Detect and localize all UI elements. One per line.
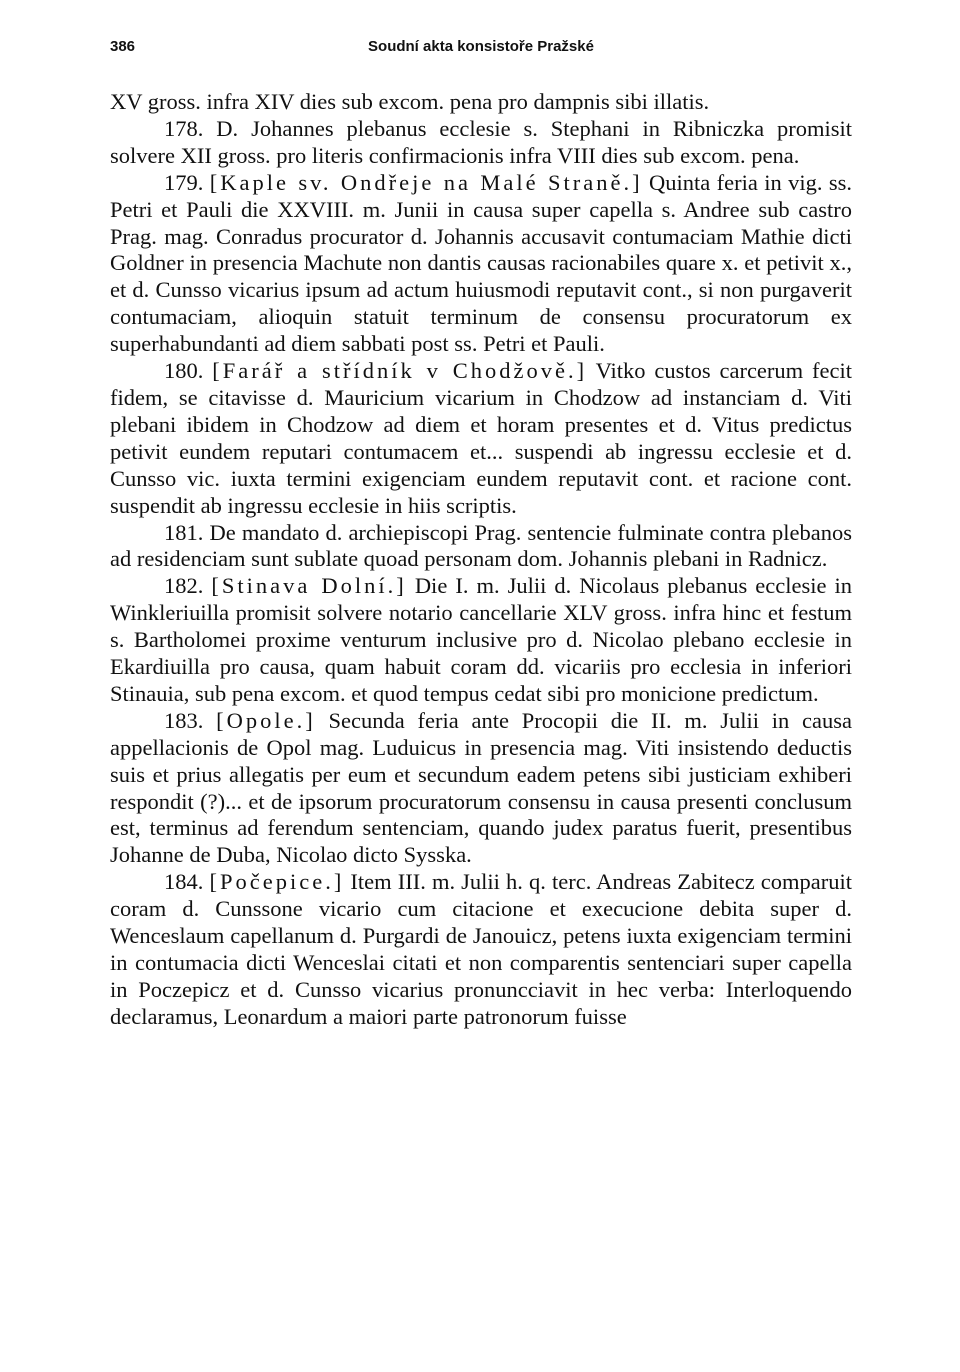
entry-179 xyxy=(110,170,852,358)
entry-180 xyxy=(110,358,852,519)
entry-178 xyxy=(110,116,852,170)
entry-text: D. Johannes plebanus ecclesie s. Stephani in Ribniczka promisit solvere XII gross. pro literis confirmacionis infra VIII dies sub excom. pena. xyxy=(110,115,852,168)
entry-181 xyxy=(110,520,852,574)
entry-number: 183. xyxy=(164,707,204,733)
body-text xyxy=(110,89,852,1031)
entry-number: 178. xyxy=(164,115,204,141)
entry-text: XV gross. infra XIV dies sub excom. pena pro dampnis sibi illatis. xyxy=(110,89,710,114)
entry-number: 181. xyxy=(164,519,204,545)
entry-number: 180. xyxy=(164,358,204,384)
entry-text: Quinta feria in vig. ss. Petri et Pauli die XXVIII. m. Junii in causa super capella s. Andree sub castro Prag. mag. Conradus procurator d. Johannis accusavit contumaciam Mathie dicti Goldner in presencia Machute non dantis causas racionabiles quare x. et petivit x., et d. Cunsso vicarius ipsum ad actum huiusmodi reputavit cont., si non purgaverit contumaciam, alioquin statuit terminum de consensu procuratorum ex superhabundanti ad diem sabbati post ss. Petri et Pauli. xyxy=(110,169,853,357)
place-heading: [Počepice.] xyxy=(209,869,345,895)
entry-number: 179. xyxy=(164,169,204,195)
entry-number: 184. xyxy=(164,869,204,895)
entry-text: De mandato d. archiepiscopi Prag. sentencie fulminate contra plebanos ad residenciam sunt sublate quoad personam dom. Johannis plebani in Radnicz. xyxy=(110,519,852,572)
running-title: Soudní akta konsistoře Pražské xyxy=(368,38,594,55)
entry-184 xyxy=(110,869,852,1030)
place-heading: [Kaple sv. Ondřeje na Malé Straně.] xyxy=(209,169,643,195)
page-number: 386 xyxy=(110,38,136,55)
entry-183 xyxy=(110,708,852,869)
running-header xyxy=(110,38,852,62)
entry-text: Die I. m. Julii d. Nicolaus plebanus ecclesie in Winkleriuilla promisit solvere notario cancellarie XLV gross. infra hinc et festum s. Bartholomei proxime venturum inclusive pro d. Nicolao plebano ecclesie in Ekardiuilla pro causa, quam habuit coram dd. vicariis pro ecclesia in inferiori Stinauia, sub pena excom. et quod tempus cedat sibi pro monicione predictum. xyxy=(110,573,853,706)
entry-text: Secunda feria ante Procopii die II. m. Julii in causa appellacionis de Opol mag. Luduicus in presencia mag. Viti insistendo deductis suis et prius allegatis per eum et secundum eadem petens sibi justiciam exhiberi respondit (?)... et de ipsorum procuratorum consensu in causa presenti conclusum est, terminus ad ferendum sentenciam, quando judex paratus fuerit, presentibus Johanne de Duba, Nicolao dicto Sysska. xyxy=(110,707,852,868)
entry-number: 182. xyxy=(164,573,204,599)
entry-182 xyxy=(110,573,852,708)
place-heading: [Stinava Dolní.] xyxy=(211,573,407,599)
place-heading: [Farář a střídník v Chodžově.] xyxy=(212,358,588,384)
place-heading: [Opole.] xyxy=(216,707,316,733)
paragraph-continuation xyxy=(110,89,852,116)
entry-text: Vitko custos carcerum fecit fidem, se citavisse d. Mauricium vicarium in Chodzow ad instanciam d. Viti plebani ibidem in Chodzow ad diem et horam presentes et d. Vitus predictus petivit eundem reputari contumacem et... suspendi ab ingressu ecclesie et d. Cunsso vic. iuxta termini exigenciam eundem reputavit cont. et racione cont. suspendit ab ingressu ecclesie in hiis scriptis. xyxy=(110,358,853,518)
entry-text: Item III. m. Julii h. q. terc. Andreas Zabitecz comparuit coram d. Cunssone vicario cum citacione et execucione debita super d. Wenceslaum capellanum d. Purgardi de Janouicz, petens iuxta exigenciam termini in contumacia dicti Wenceslai citati et non comparentis sentenciari super capella in Poczepicz et d. Cunsso vicarius pronuncciavit in hec verba: Interloquendo declaramus, Leonardum a maiori parte patronorum fuisse xyxy=(110,869,853,1029)
